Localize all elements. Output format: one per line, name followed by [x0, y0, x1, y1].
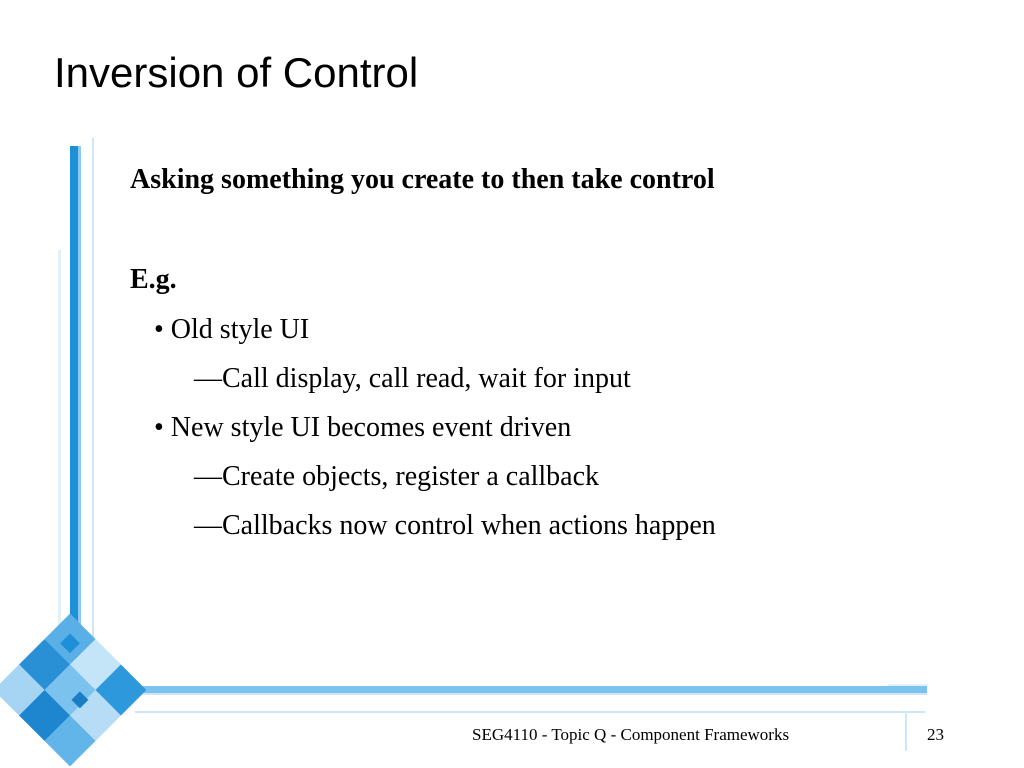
page-number: 23	[927, 725, 944, 744]
slide-title: Inversion of Control	[54, 49, 419, 96]
diamond-emblem-icon	[0, 614, 146, 767]
sub-bullet-item: —Call display, call read, wait for input	[194, 363, 631, 394]
slide-heading: Asking something you create to then take control	[130, 164, 715, 195]
sub-bullet-item: —Create objects, register a callback	[194, 461, 600, 492]
example-label: E.g.	[130, 264, 177, 295]
bullet-item: • New style UI becomes event driven	[154, 412, 572, 443]
sub-bullet-item: —Callbacks now control when actions happen	[194, 510, 716, 541]
bullet-item: • Old style UI	[154, 314, 310, 345]
footer-course-title: SEG4110 - Topic Q - Component Frameworks	[472, 725, 790, 744]
